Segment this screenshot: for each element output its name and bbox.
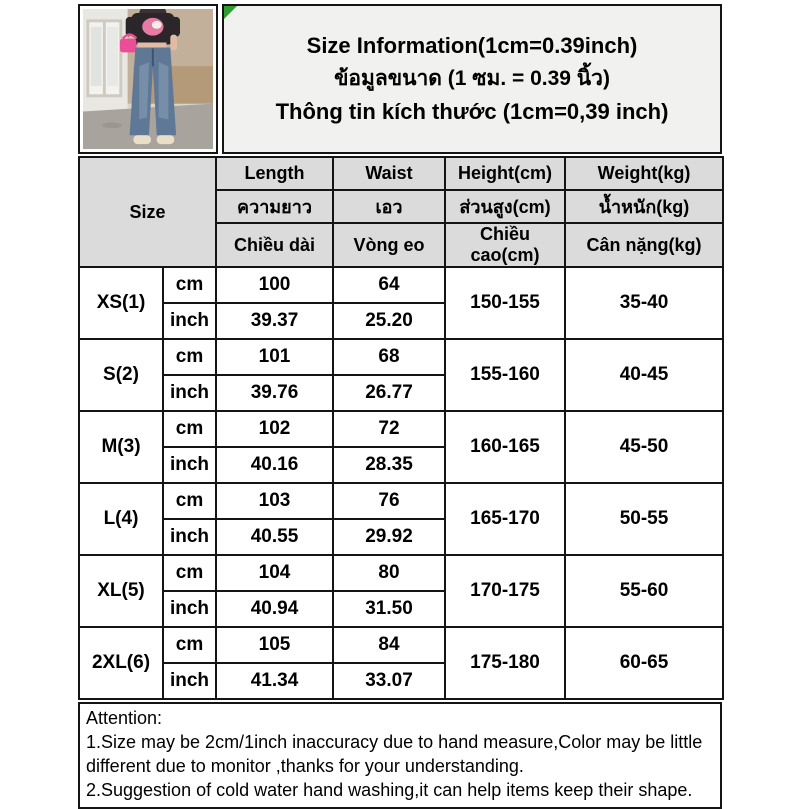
- table-row: [79, 339, 723, 375]
- unit-label-cm: cm: [163, 555, 216, 591]
- header-row-english: [79, 157, 723, 190]
- table-row: [79, 555, 723, 591]
- size-label-l: L(4): [79, 483, 163, 555]
- s-length-cm: 101: [216, 339, 333, 375]
- col-header-weight-vi: Cân nặng(kg): [565, 223, 723, 267]
- table-row: [79, 267, 723, 303]
- table-row: [79, 483, 723, 519]
- col-header-waist-vi: Vòng eo: [333, 223, 445, 267]
- size-label-2xl: 2XL(6): [79, 627, 163, 699]
- unit-label-cm: cm: [163, 483, 216, 519]
- green-corner-marker-icon: [224, 6, 237, 19]
- m-height-range: 160-165: [445, 411, 565, 483]
- xl-waist-inch: 31.50: [333, 591, 445, 627]
- xl-length-inch: 40.94: [216, 591, 333, 627]
- size-label-xl: XL(5): [79, 555, 163, 627]
- m-waist-cm: 72: [333, 411, 445, 447]
- table-row: [79, 411, 723, 447]
- l-waist-cm: 76: [333, 483, 445, 519]
- title-thai: ข้อมูลขนาด (1 ซม. = 0.39 นิ้ว): [334, 67, 610, 91]
- col-header-height-en: Height(cm): [445, 157, 565, 190]
- size-label-xs: XS(1): [79, 267, 163, 339]
- title-english: Size Information(1cm=0.39inch): [306, 33, 638, 59]
- col-header-weight-en: Weight(kg): [565, 157, 723, 190]
- product-photo: [78, 4, 218, 154]
- unit-label-cm: cm: [163, 339, 216, 375]
- unit-label-cm: cm: [163, 267, 216, 303]
- size-header-cell: Size: [79, 157, 216, 267]
- unit-label-cm: cm: [163, 627, 216, 663]
- col-header-length-en: Length: [216, 157, 333, 190]
- 2xl-weight-range: 60-65: [565, 627, 723, 699]
- attention-note1-line2: different due to monitor ,thanks for your understanding.: [86, 755, 524, 776]
- col-header-waist-th: เอว: [333, 190, 445, 223]
- attention-heading: Attention:: [86, 708, 163, 728]
- l-length-cm: 103: [216, 483, 333, 519]
- xl-weight-range: 55-60: [565, 555, 723, 627]
- col-header-weight-th: น้ำหนัก(kg): [565, 190, 723, 223]
- unit-label-cm: cm: [163, 411, 216, 447]
- 2xl-waist-cm: 84: [333, 627, 445, 663]
- l-length-inch: 40.55: [216, 519, 333, 555]
- unit-label-inch: inch: [163, 447, 216, 483]
- size-label-m: M(3): [79, 411, 163, 483]
- s-weight-range: 40-45: [565, 339, 723, 411]
- xl-waist-cm: 80: [333, 555, 445, 591]
- product-photo-illustration: [83, 9, 213, 149]
- m-length-inch: 40.16: [216, 447, 333, 483]
- s-waist-inch: 26.77: [333, 375, 445, 411]
- xs-weight-range: 35-40: [565, 267, 723, 339]
- s-height-range: 155-160: [445, 339, 565, 411]
- m-weight-range: 45-50: [565, 411, 723, 483]
- m-length-cm: 102: [216, 411, 333, 447]
- unit-label-inch: inch: [163, 519, 216, 555]
- l-weight-range: 50-55: [565, 483, 723, 555]
- col-header-waist-en: Waist: [333, 157, 445, 190]
- 2xl-waist-inch: 33.07: [333, 663, 445, 699]
- 2xl-height-range: 175-180: [445, 627, 565, 699]
- attention-note1-line1: 1.Size may be 2cm/1inch inaccuracy due to hand measure,Color may be little: [86, 731, 703, 752]
- col-header-length-vi: Chiều dài: [216, 223, 333, 267]
- 2xl-length-cm: 105: [216, 627, 333, 663]
- xs-waist-cm: 64: [333, 267, 445, 303]
- unit-label-inch: inch: [163, 303, 216, 339]
- header-row: [78, 4, 722, 154]
- 2xl-length-inch: 41.34: [216, 663, 333, 699]
- xs-length-cm: 100: [216, 267, 333, 303]
- xl-height-range: 170-175: [445, 555, 565, 627]
- size-table: [78, 156, 724, 700]
- l-waist-inch: 29.92: [333, 519, 445, 555]
- attention-notes: [78, 702, 722, 809]
- col-header-length-th: ความยาว: [216, 190, 333, 223]
- table-row: [79, 627, 723, 663]
- xl-length-cm: 104: [216, 555, 333, 591]
- attention-note2: 2.Suggestion of cold water hand washing,it can help items keep their shape.: [86, 779, 693, 800]
- unit-label-inch: inch: [163, 663, 216, 699]
- xs-waist-inch: 25.20: [333, 303, 445, 339]
- xs-length-inch: 39.37: [216, 303, 333, 339]
- col-header-height-th: ส่วนสูง(cm): [445, 190, 565, 223]
- col-header-height-vi: Chiều cao(cm): [445, 223, 565, 267]
- xs-height-range: 150-155: [445, 267, 565, 339]
- size-chart-sheet: [78, 4, 722, 809]
- unit-label-inch: inch: [163, 591, 216, 627]
- m-waist-inch: 28.35: [333, 447, 445, 483]
- l-height-range: 165-170: [445, 483, 565, 555]
- size-label-s: S(2): [79, 339, 163, 411]
- size-information-title-box: [222, 4, 722, 154]
- unit-label-inch: inch: [163, 375, 216, 411]
- s-length-inch: 39.76: [216, 375, 333, 411]
- s-waist-cm: 68: [333, 339, 445, 375]
- title-vietnamese: Thông tin kích thước (1cm=0,39 inch): [275, 98, 669, 124]
